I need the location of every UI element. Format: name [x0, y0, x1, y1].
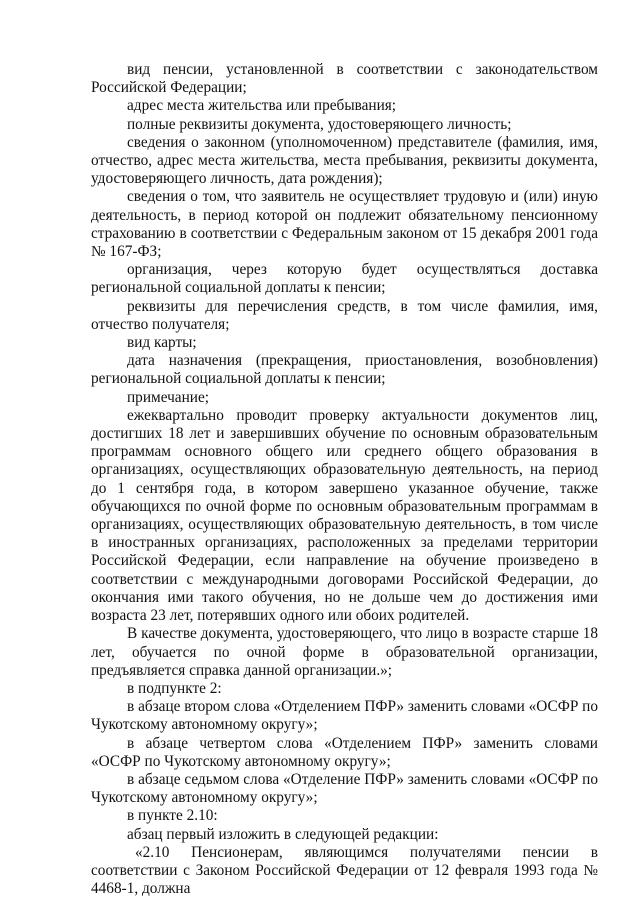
- paragraph-card-type: вид карты;: [127, 334, 197, 352]
- paragraph-first-abzac: абзац первый изложить в следующей редакции:: [127, 825, 439, 843]
- paragraph-assignment-date: дата назначения (прекращения, приостановления, возобновления) региональной социальной доплаты к пенсии;: [91, 352, 598, 388]
- paragraph-amend-seventh: в абзаце седьмом слова «Отделение ПФР» заменить словами «ОСФР по Чукотскому автономному округу»;: [91, 770, 598, 807]
- paragraph-pension-type: вид пенсии, установленной в соответствии с законодательством Российской Федерации;: [91, 61, 598, 97]
- document-page: [91, 61, 598, 898]
- paragraph-amend-second: в абзаце втором слова «Отделением ПФР» заменить словами «ОСФР по Чукотскому автономному округу»;: [91, 698, 598, 734]
- paragraph-address: адрес места жительства или пребывания;: [127, 97, 397, 115]
- paragraph-clause-2-10: в пункте 2.10:: [127, 807, 218, 825]
- paragraph-identity-document: полные реквизиты документа, удостоверяющего личность;: [127, 115, 512, 133]
- paragraph-quoted-2-10: «2.10 Пенсионерам, являющимся получателями пенсии в соответствии с Законом Российской Федерации от 12 февраля 1993 года № 4468-1, должна: [91, 843, 598, 898]
- paragraph-note: примечание;: [127, 388, 210, 406]
- paragraph-legal-representative: сведения о законном (уполномоченном) представителе (фамилия, имя, отчество, адрес места жительства, места пребывания, реквизиты документа, удостоверяющего личность, дата рождения);: [91, 133, 598, 188]
- paragraph-delivery-organization: организация, через которую будет осуществляться доставка региональной социальной доплаты к пенсии;: [91, 261, 598, 297]
- paragraph-amend-fourth: в абзаце четвертом слова «Отделением ПФР» заменить словами «ОСФР по Чукотскому автономному округу»;: [91, 734, 598, 770]
- paragraph-student-certificate: В качестве документа, удостоверяющего, что лицо в возрасте старше 18 лет, обучается по очной форме в образовательной организации, предъявляется справка данной организации.»;: [91, 625, 598, 679]
- paragraph-payment-details: реквизиты для перечисления средств, в том числе фамилия, имя, отчество получателя;: [91, 297, 598, 333]
- paragraph-employment-status: сведения о том, что заявитель не осуществляет трудовую и (или) иную деятельность, в период которой он подлежит обязательному пенсионному страхованию в соответствии с Федеральным законом от 15 декабря 2001 года № 167-ФЗ;: [91, 188, 598, 261]
- paragraph-quarterly-check: ежеквартально проводит проверку актуальности документов лиц, достигших 18 лет и завершивших обучение по основным образовательным программам основного общего или среднего общего образования в организациях, осуществляющих образовательную деятельность, на период до 1 сентября года, в котором завершено указанное обучение, также обучающихся по очной форме по основным образовательным программам в организациях, осуществляющих образовательную деятельность, в том числе в иностранных организациях, расположенных за пределами территории Российской Федерации, если направление на обучение произведено в соответствии с международными договорами Российской Федерации, до окончания ими такого обучения, но не дольше чем до достижения ими возраста 23 лет, потерявших одного или обоих родителей.: [91, 406, 598, 625]
- paragraph-subclause-2: в подпункте 2:: [127, 679, 222, 697]
